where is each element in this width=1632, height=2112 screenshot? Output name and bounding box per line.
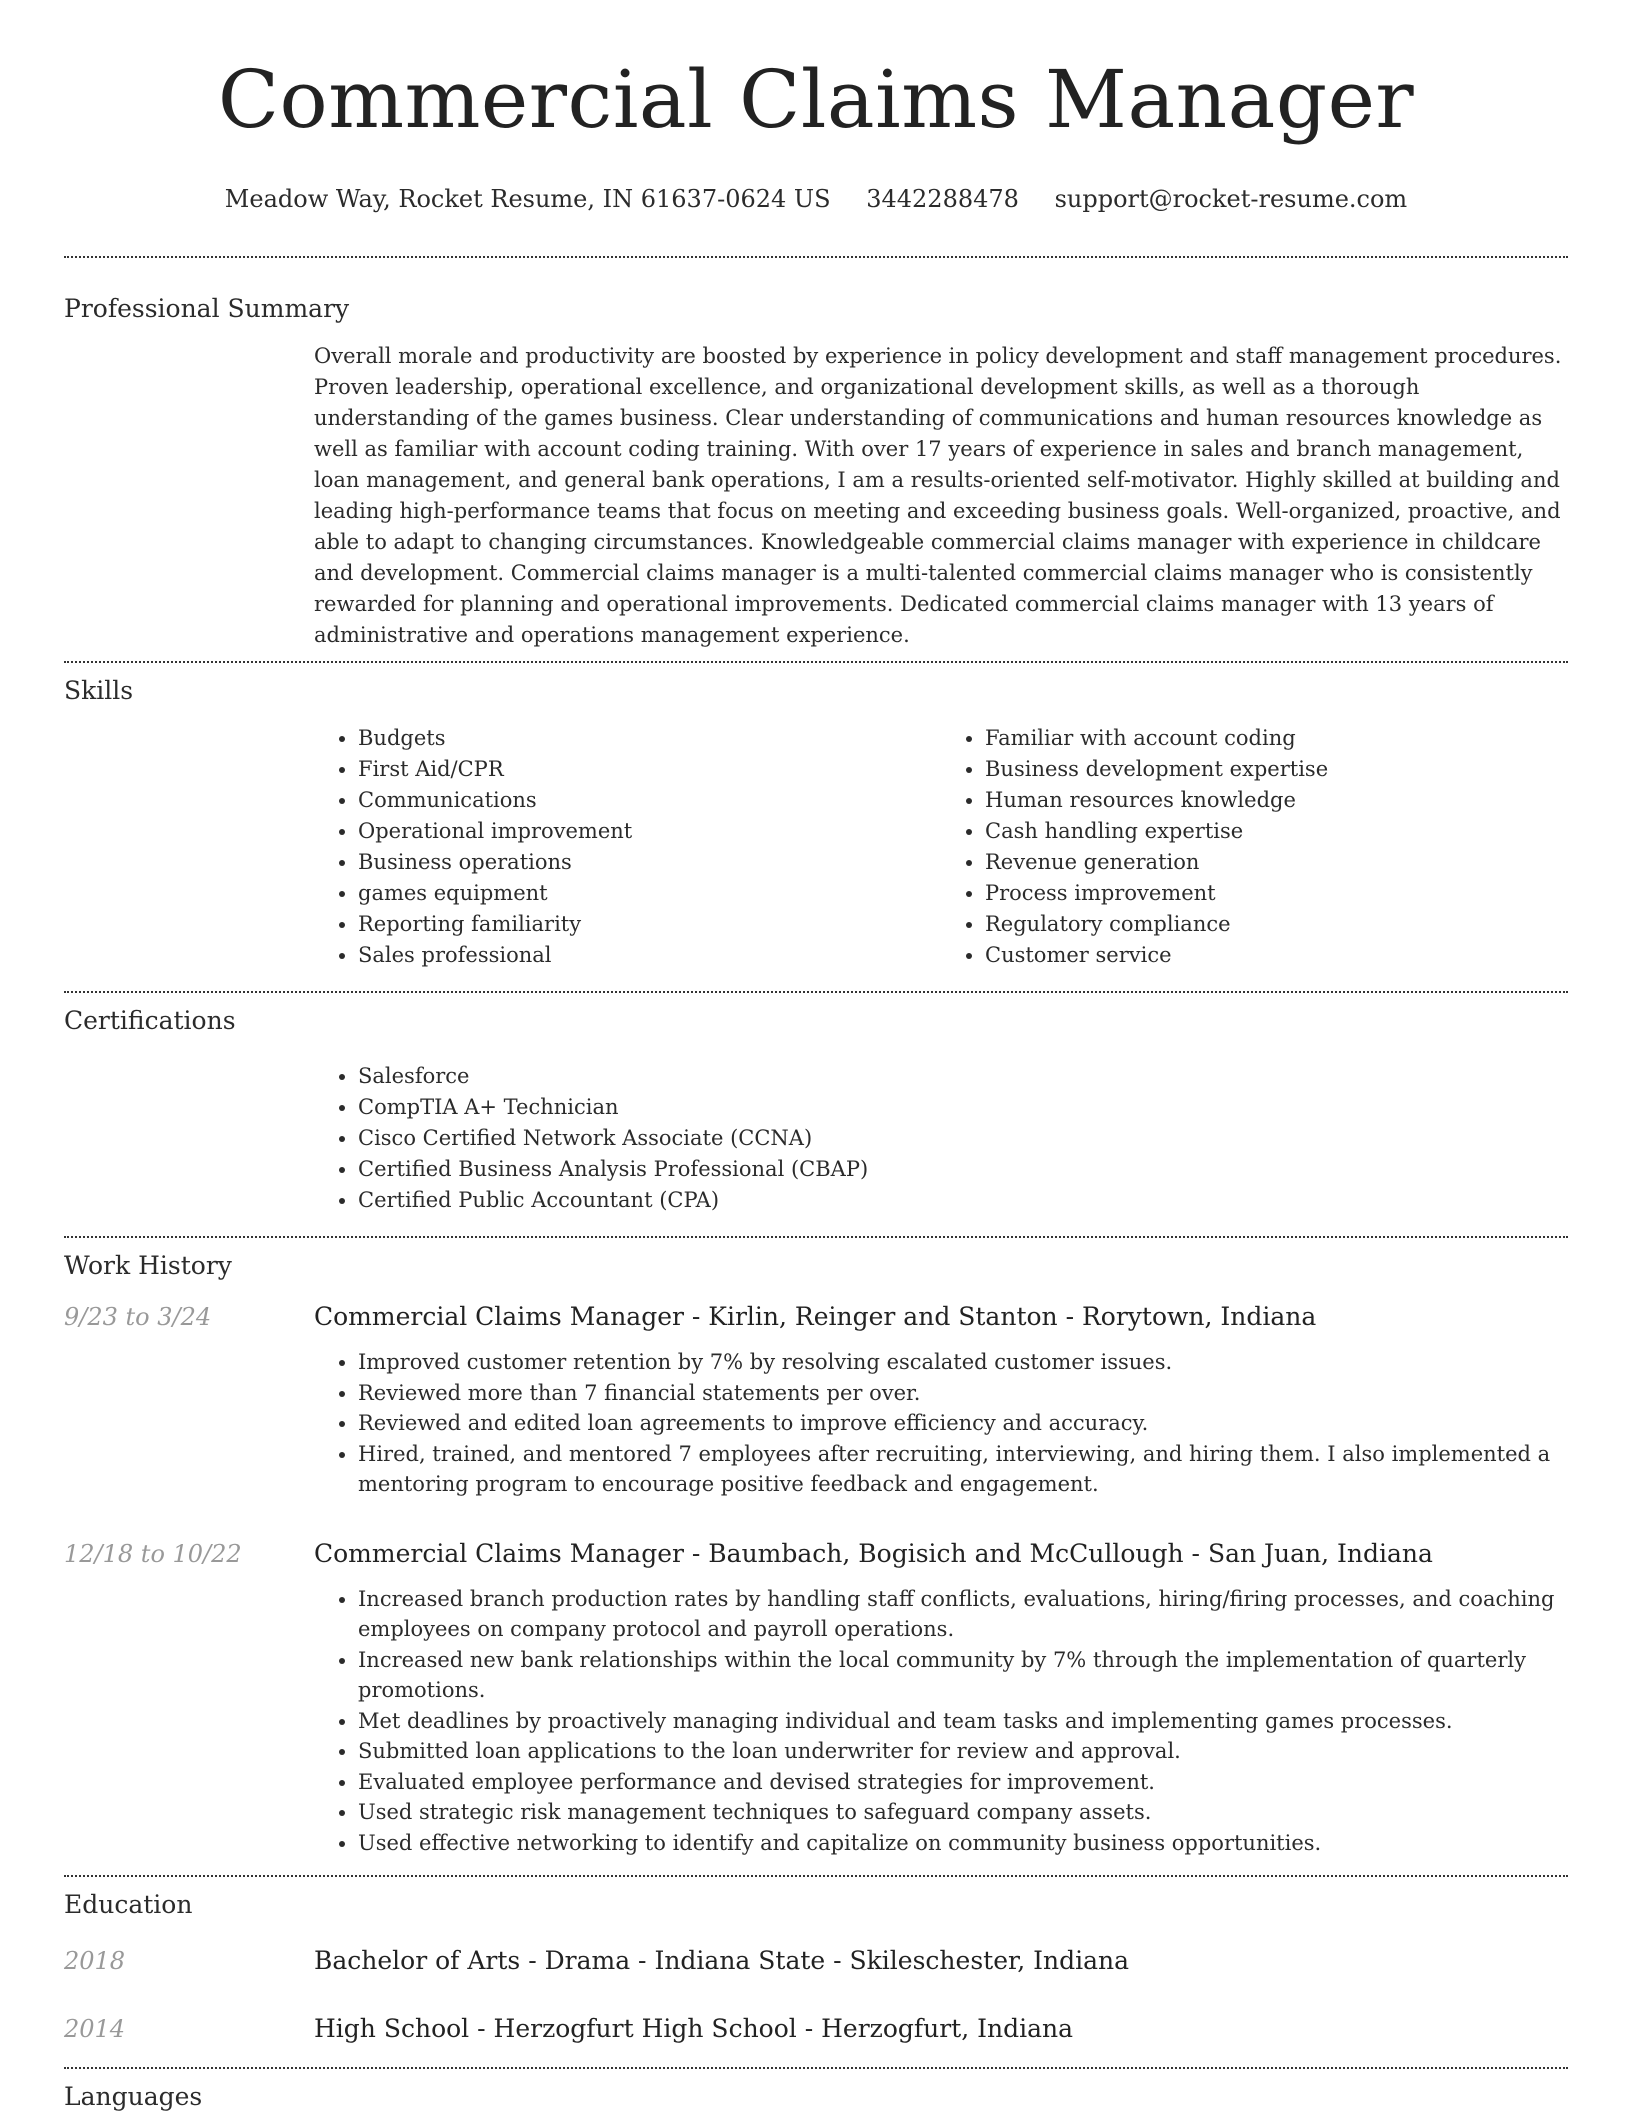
section-title-education: Education (64, 1890, 193, 1919)
list-item: • Met deadlines by proactively managing individual and team tasks and implementing games processes. (358, 1706, 1568, 1737)
list-item: • Salesforce (358, 1061, 1568, 1092)
divider (64, 1875, 1568, 1877)
list-item: • games equipment (358, 878, 941, 909)
job-title: Commercial Claims Manager - Baumbach, Bogisich and McCullough - San Juan, Indiana (314, 1538, 1433, 1568)
divider (64, 256, 1568, 258)
list-item: • Business operations (358, 847, 941, 878)
education-entry (64, 1943, 1568, 1979)
contact-email: support@rocket-resume.com (1054, 185, 1408, 213)
job-date: 9/23 to 3/24 (64, 1303, 212, 1331)
divider (64, 991, 1568, 993)
contact-phone: 3442288478 (866, 185, 1019, 213)
list-item: • Process improvement (985, 878, 1568, 909)
list-item: • Familiar with account coding (985, 723, 1568, 754)
list-item: • Operational improvement (358, 816, 941, 847)
resume-page (64, 0, 1568, 2110)
job-entry (64, 1536, 1568, 1859)
education-title: Bachelor of Arts - Drama - Indiana State - Skileschester, Indiana (314, 1946, 1129, 1975)
list-item: • Communications (358, 785, 941, 816)
list-item: • First Aid/CPR (358, 754, 941, 785)
list-item: • Cisco Certified Network Associate (CCNA) (358, 1123, 1568, 1154)
list-item: • Used effective networking to identify and capitalize on community business opportunities. (358, 1828, 1568, 1859)
section-title-certifications: Certifications (64, 1006, 236, 1035)
contact-line (64, 184, 1568, 214)
list-item: • Increased branch production rates by handling staff conflicts, evaluations, hiring/firing processes, and coaching employees on company protocol and payroll operations. (358, 1584, 1568, 1645)
list-item: • Certified Business Analysis Professional (CBAP) (358, 1154, 1568, 1185)
job-entry (64, 1299, 1568, 1500)
job-body (314, 1299, 1568, 1500)
list-item: • Increased new bank relationships within the local community by 7% through the implementation of quarterly promotions. (358, 1645, 1568, 1706)
list-item: • Reviewed more than 7 financial statements per over. (358, 1378, 1568, 1409)
education-title: High School - Herzogfurt High School - Herzogfurt, Indiana (314, 2014, 1074, 2043)
list-item: • Evaluated employee performance and devised strategies for improvement. (358, 1767, 1568, 1798)
job-title: Commercial Claims Manager - Kirlin, Reinger and Stanton - Rorytown, Indiana (314, 1302, 1317, 1331)
contact-address: Meadow Way, Rocket Resume, IN 61637-0624 US (224, 185, 831, 213)
list-item: • Budgets (358, 723, 941, 754)
education-entry (64, 2011, 1568, 2047)
list-item: • Business development expertise (985, 754, 1568, 785)
job-bullets (314, 1347, 1568, 1500)
list-item: • Improved customer retention by 7% by resolving escalated customer issues. (358, 1347, 1568, 1378)
summary-section (314, 341, 1568, 651)
list-item: • Revenue generation (985, 847, 1568, 878)
section-title-languages: Languages (64, 2082, 203, 2111)
list-item: • CompTIA A+ Technician (358, 1092, 1568, 1123)
section-title-skills: Skills (64, 676, 134, 705)
summary-text: Overall morale and productivity are boosted by experience in policy development and staff management procedures. Proven leadership, operational excellence, and organizational development skills, as well as a thorough understanding of the games business. Clear understanding of communications and human resources knowledge as well as familiar with account coding training. With over 17 years of experience in sales and branch management, loan management, and general bank operations, I am a results-oriented self-motivator. Highly skilled at building and leading high-performance teams that focus on meeting and exceeding business goals. Well-organized, proactive, and able to adapt to changing circumstances. Knowledgeable commercial claims manager with experience in childcare and development. Commercial claims manager is a multi-talented commercial claims manager who is consistently rewarded for planning and operational improvements. Dedicated commercial claims manager with 13 years of administrative and operations management experience. (314, 344, 1562, 647)
section-title-summary: Professional Summary (64, 294, 350, 323)
section-title-work-history: Work History (64, 1251, 232, 1280)
list-item: • Certified Public Accountant (CPA) (358, 1185, 1568, 1216)
resume-name-title: Commercial Claims Manager (217, 53, 1415, 146)
list-item: • Human resources knowledge (985, 785, 1568, 816)
list-item: • Customer service (985, 940, 1568, 971)
divider (64, 1236, 1568, 1238)
list-item: • Hired, trained, and mentored 7 employees after recruiting, interviewing, and hiring them. I also implemented a mentoring program to encourage positive feedback and engagement. (358, 1439, 1568, 1500)
list-item: • Sales professional (358, 940, 941, 971)
list-item: • Reviewed and edited loan agreements to improve efficiency and accuracy. (358, 1408, 1568, 1439)
list-item: • Cash handling expertise (985, 816, 1568, 847)
divider (64, 661, 1568, 663)
skills-list-left (314, 723, 941, 971)
job-date: 12/18 to 10/22 (64, 1539, 242, 1568)
list-item: • Regulatory compliance (985, 909, 1568, 940)
job-body (314, 1536, 1568, 1859)
education-date: 2014 (64, 2015, 126, 2043)
certifications-list (314, 1061, 1568, 1216)
list-item: • Used strategic risk management techniques to safeguard company assets. (358, 1797, 1568, 1828)
list-item: • Reporting familiarity (358, 909, 941, 940)
certifications-section (314, 1061, 1568, 1216)
job-bullets (314, 1584, 1568, 1859)
skills-section (314, 723, 1568, 971)
education-date: 2018 (64, 1947, 126, 1975)
divider (64, 2067, 1568, 2069)
list-item: • Submitted loan applications to the loan underwriter for review and approval. (358, 1736, 1568, 1767)
skills-list-right (941, 723, 1568, 971)
